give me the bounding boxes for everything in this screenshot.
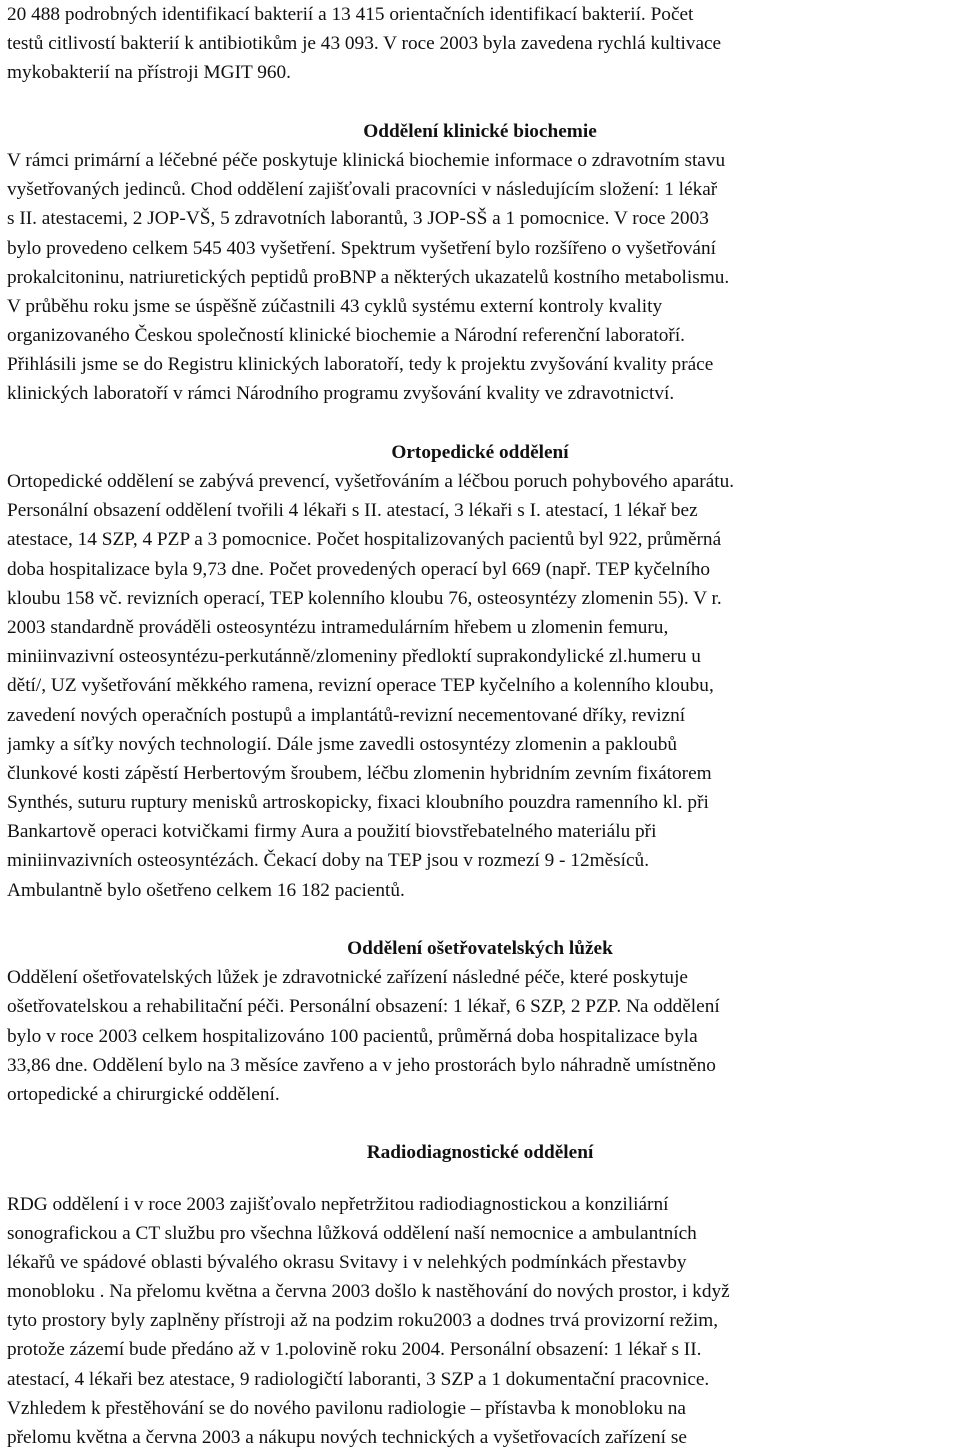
spacer <box>7 409 953 438</box>
section-nursing-beds <box>7 934 953 1109</box>
text-line: 20 488 podrobných identifikací bakterií a 13 415 orientačních identifikací bakterií. Počet <box>7 4 694 25</box>
spacer <box>7 1168 953 1190</box>
spacer <box>7 88 953 117</box>
text-line: monobloku . Na přelomu května a června 2003 došlo k nastěhování do nových prostor, i když <box>7 1281 730 1303</box>
text-line: doba hospitalizace byla 9,73 dne. Počet provedených operací byl 669 (např. TEP kyčelního <box>7 558 711 580</box>
text-line: Bankartově operaci kotvičkami firmy Aura a použití biovstřebatelného materiálu při <box>7 821 657 843</box>
text-line: s II. atestacemi, 2 JOP-VŠ, 5 zdravotních laborantů, 3 JOP-SŠ a 1 pomocnice. V roce 2003 <box>7 208 709 230</box>
text-line: RDG oddělení i v roce 2003 zajišťovalo nepřetržitou radiodiagnostickou a konziliární <box>7 1193 669 1215</box>
text-line: Vzhledem k přestěhování se do nového pavilonu radiologie – přístavba k monobloku na <box>7 1397 686 1419</box>
section-orthopedics <box>7 438 953 905</box>
text-line: testů citlivostí bakterií k antibiotikům je 43 093. V roce 2003 byla zavedena rychlá kultivace <box>7 33 722 55</box>
intro-paragraph <box>7 0 953 88</box>
text-line: protože zázemí bude předáno až v 1.polovině roku 2004. Personální obsazení: 1 lékař s II. <box>7 1339 702 1361</box>
section-heading: Radiodiagnostické oddělení <box>366 1142 594 1164</box>
text-line: atestací, 4 lékaři bez atestace, 9 radiologičtí laboranti, 3 SZP a 1 dokumentační pracovnice. <box>7 1368 710 1390</box>
text-line: jamky a síťky nových technologií. Dále jsme zavedli ostosyntézy zlomenin a pakloubů <box>7 733 678 755</box>
text-line: kloubu 158 vč. revizních operací, TEP kolenního kloubu 76, osteosyntézy zlomenin 55). V r. <box>7 587 722 609</box>
text-line: Oddělení ošetřovatelských lůžek je zdravotnické zařízení následné péče, které poskytuje <box>7 967 688 989</box>
text-line: přelomu května a června 2003 a nákupu nových technických a vyšetřovacích zařízení se <box>7 1427 687 1448</box>
spacer <box>7 1109 953 1138</box>
text-line: člunkové kosti zápěstí Herbertovým šroubem, léčbu zlomenin hybridním zevním fixátorem <box>7 762 712 784</box>
spacer <box>7 905 953 934</box>
text-line: ortopedické a chirurgické oddělení. <box>7 1083 280 1105</box>
text-line: Ambulantně bylo ošetřeno celkem 16 182 pacientů. <box>7 879 405 901</box>
section-heading: Ortopedické oddělení <box>391 441 569 463</box>
text-line: prokalcitoninu, natriuretických peptidů proBNP a některých ukazatelů kostního metabolismu. <box>7 266 730 288</box>
text-line: bylo provedeno celkem 545 403 vyšetření. Spektrum vyšetření bylo rozšířeno o vyšetřování <box>7 237 716 259</box>
text-line: dětí/, UZ vyšetřování měkkého ramena, revizní operace TEP kyčelního a kolenního kloubu, <box>7 675 714 697</box>
text-line: miniinvazivních osteosyntézách. Čekací doby na TEP jsou v rozmezí 9 - 12měsíců. <box>7 850 650 872</box>
text-line: V průběhu roku jsme se úspěšně zúčastnili 43 cyklů systému externí kontroly kvality <box>7 295 663 317</box>
text-line: V rámci primární a léčebné péče poskytuje klinická biochemie informace o zdravotním stavu <box>7 149 726 171</box>
text-line: bylo v roce 2003 celkem hospitalizováno 100 pacientů, průměrná doba hospitalizace byla <box>7 1025 698 1047</box>
section-heading: Oddělení klinické biochemie <box>363 120 597 142</box>
text-line: vyšetřovaných jedinců. Chod oddělení zajišťovali pracovníci v následujícím složení: 1 lékař <box>7 179 718 201</box>
text-line: klinických laboratoří v rámci Národního programu zvyšování kvality ve zdravotnictví. <box>7 383 675 405</box>
document-page <box>7 0 953 1452</box>
text-line: zavedení nových operačních postupů a implantátů-revizní necementované dříky, revizní <box>7 704 686 726</box>
section-heading: Oddělení ošetřovatelských lůžek <box>347 938 613 959</box>
text-line: Personální obsazení oddělení tvořili 4 lékaři s II. atestací, 3 lékaři s I. atestací, 1 lékař bez <box>7 500 698 522</box>
text-line: ošetřovatelskou a rehabilitační péči. Personální obsazení: 1 lékař, 6 SZP, 2 PZP. Na oddělení <box>7 996 720 1018</box>
text-line: miniinvazivní osteosyntézu-perkutánně/zlomeniny předloktí suprakondylické zl.humeru u <box>7 646 701 668</box>
text-line: organizovaného Českou společností klinické biochemie a Národní referenční laboratoří. <box>7 325 686 347</box>
section-radiodiagnostics <box>7 1138 953 1452</box>
text-line: Ortopedické oddělení se zabývá prevencí, vyšetřováním a léčbou poruch pohybového aparátu. <box>7 471 735 492</box>
text-line: 33,86 dne. Oddělení bylo na 3 měsíce zavřeno a v jeho prostorách bylo náhradně umístněno <box>7 1054 716 1076</box>
text-line: Přihlásili jsme se do Registru klinických laboratoří, tedy k projektu zvyšování kvality práce <box>7 354 714 376</box>
text-line: lékařů ve spádové oblasti bývalého okrasu Svitavy i v nelehkých podmínkách přestavby <box>7 1251 687 1273</box>
text-line: sonografickou a CT službu pro všechna lůžková oddělení naší nemocnice a ambulantních <box>7 1222 697 1244</box>
section-clinical-biochemistry <box>7 117 953 409</box>
text-line: tyto prostory byly zaplněny přístroji až na podzim roku2003 a dodnes trvá provizorní režim, <box>7 1310 719 1332</box>
text-line: Synthés, suturu ruptury menisků artroskopicky, fixaci kloubního pouzdra ramenního kl. při <box>7 792 709 814</box>
text-line: atestace, 14 SZP, 4 PZP a 3 pomocnice. Počet hospitalizovaných pacientů byl 922, průměrná <box>7 529 722 551</box>
text-line: 2003 standardně prováděli osteosyntézu intramedulárním hřebem u zlomenin femuru, <box>7 616 669 638</box>
text-line: mykobakterií na přístroji MGIT 960. <box>7 62 292 84</box>
